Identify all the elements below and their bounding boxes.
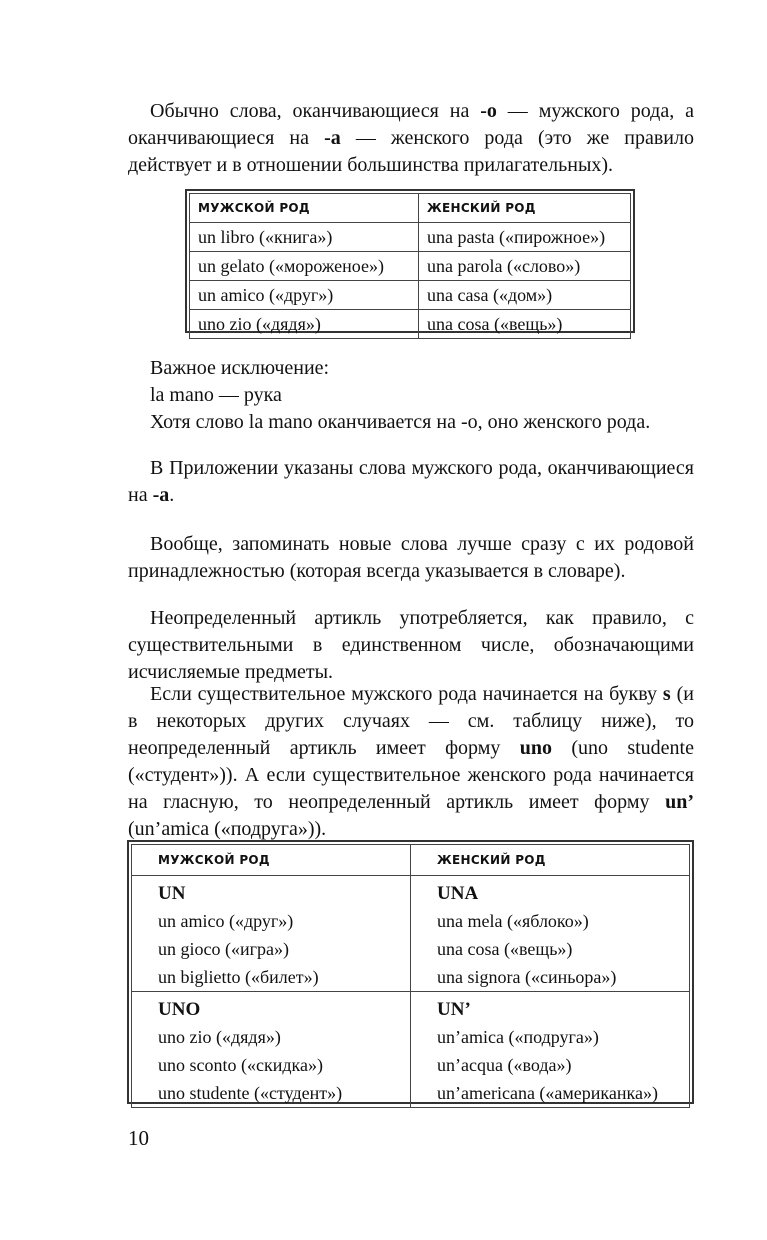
table-row [132, 992, 690, 1108]
feminine-cell [411, 992, 690, 1108]
table-header-row [190, 194, 631, 223]
example-word: un’americana («американка») [437, 1083, 658, 1103]
rule-paragraph: Если существительное мужского рода начинается на букву s (и в некоторых других случаях — см. таблицу ниже), то неопределенный артикль имеет форму uno (uno studente («студент»)). А если существительное женского рода начинается на гласную, то неопределенный артикль имеет форму un’ (un’amica («подруга»)). [128, 683, 694, 840]
feminine-cell [411, 876, 690, 992]
example-word: un’amica («подруга») [437, 1027, 599, 1047]
exception-note [150, 355, 650, 436]
column-header-feminine: ЖЕНСКИЙ РОД [411, 845, 690, 876]
table-row [190, 252, 631, 281]
table-row [190, 310, 631, 339]
indefinite-article-table [127, 840, 694, 1104]
memorize-paragraph: Вообще, запоминать новые слова лучше сразу с их родовой принадлежностью (которая всегда указывается в словаре). [128, 533, 694, 582]
intro-paragraph: Обычно слова, оканчивающиеся на -о — мужского рода, а оканчивающиеся на -а — женского рода (это же правило действует и в отношении большинства прилагательных). [128, 100, 694, 176]
example-word: una mela («яблоко») [437, 911, 589, 931]
example-word: una cosa («вещь») [437, 939, 573, 959]
masculine-cell [132, 992, 411, 1108]
exception-title: Важное исключение: [150, 357, 330, 379]
column-header-masculine: МУЖСКОЙ РОД [132, 845, 411, 876]
example-word: un’acqua («вода») [437, 1055, 572, 1075]
masculine-example: uno zio («дядя») [190, 310, 419, 339]
table-row [132, 876, 690, 992]
column-header-feminine: ЖЕНСКИЙ РОД [419, 194, 631, 223]
exception-example: la mano — рука [150, 384, 282, 406]
indefinite-article-paragraph: Неопределенный артикль употребляется, как правило, с существительными в единственном числе, обозначающими исчисляемые предметы. [128, 607, 694, 683]
example-word: uno sconto («скидка») [158, 1055, 323, 1075]
table-row [190, 281, 631, 310]
feminine-example: una casa («дом») [419, 281, 631, 310]
article-label: UNO [158, 999, 201, 1020]
feminine-example: una parola («слово») [419, 252, 631, 281]
table-row [190, 223, 631, 252]
table-header-row [132, 845, 690, 876]
example-word: un biglietto («билет») [158, 967, 319, 987]
example-word: uno studente («студент») [158, 1083, 343, 1103]
article-label: UN’ [437, 999, 471, 1020]
masculine-cell [132, 876, 411, 992]
example-word: una signora («синьора») [437, 967, 617, 987]
masculine-example: un amico («друг») [190, 281, 419, 310]
appendix-paragraph: В Приложении указаны слова мужского рода, оканчивающиеся на -а. [128, 457, 694, 506]
page-number: 10 [128, 1126, 149, 1150]
masculine-example: un gelato («мороженое») [190, 252, 419, 281]
column-header-masculine: МУЖСКОЙ РОД [190, 194, 419, 223]
exception-explanation: Хотя слово la mano оканчивается на -о, оно женского рода. [150, 411, 651, 433]
masculine-example: un libro («книга») [190, 223, 419, 252]
feminine-example: una cosa («вещь») [419, 310, 631, 339]
article-label: UNA [437, 883, 479, 904]
article-label: UN [158, 883, 186, 904]
gender-examples-table [185, 189, 635, 333]
feminine-example: una pasta («пирожное») [419, 223, 631, 252]
example-word: un gioco («игра») [158, 939, 289, 959]
example-word: uno zio («дядя») [158, 1027, 281, 1047]
example-word: un amico («друг») [158, 911, 294, 931]
